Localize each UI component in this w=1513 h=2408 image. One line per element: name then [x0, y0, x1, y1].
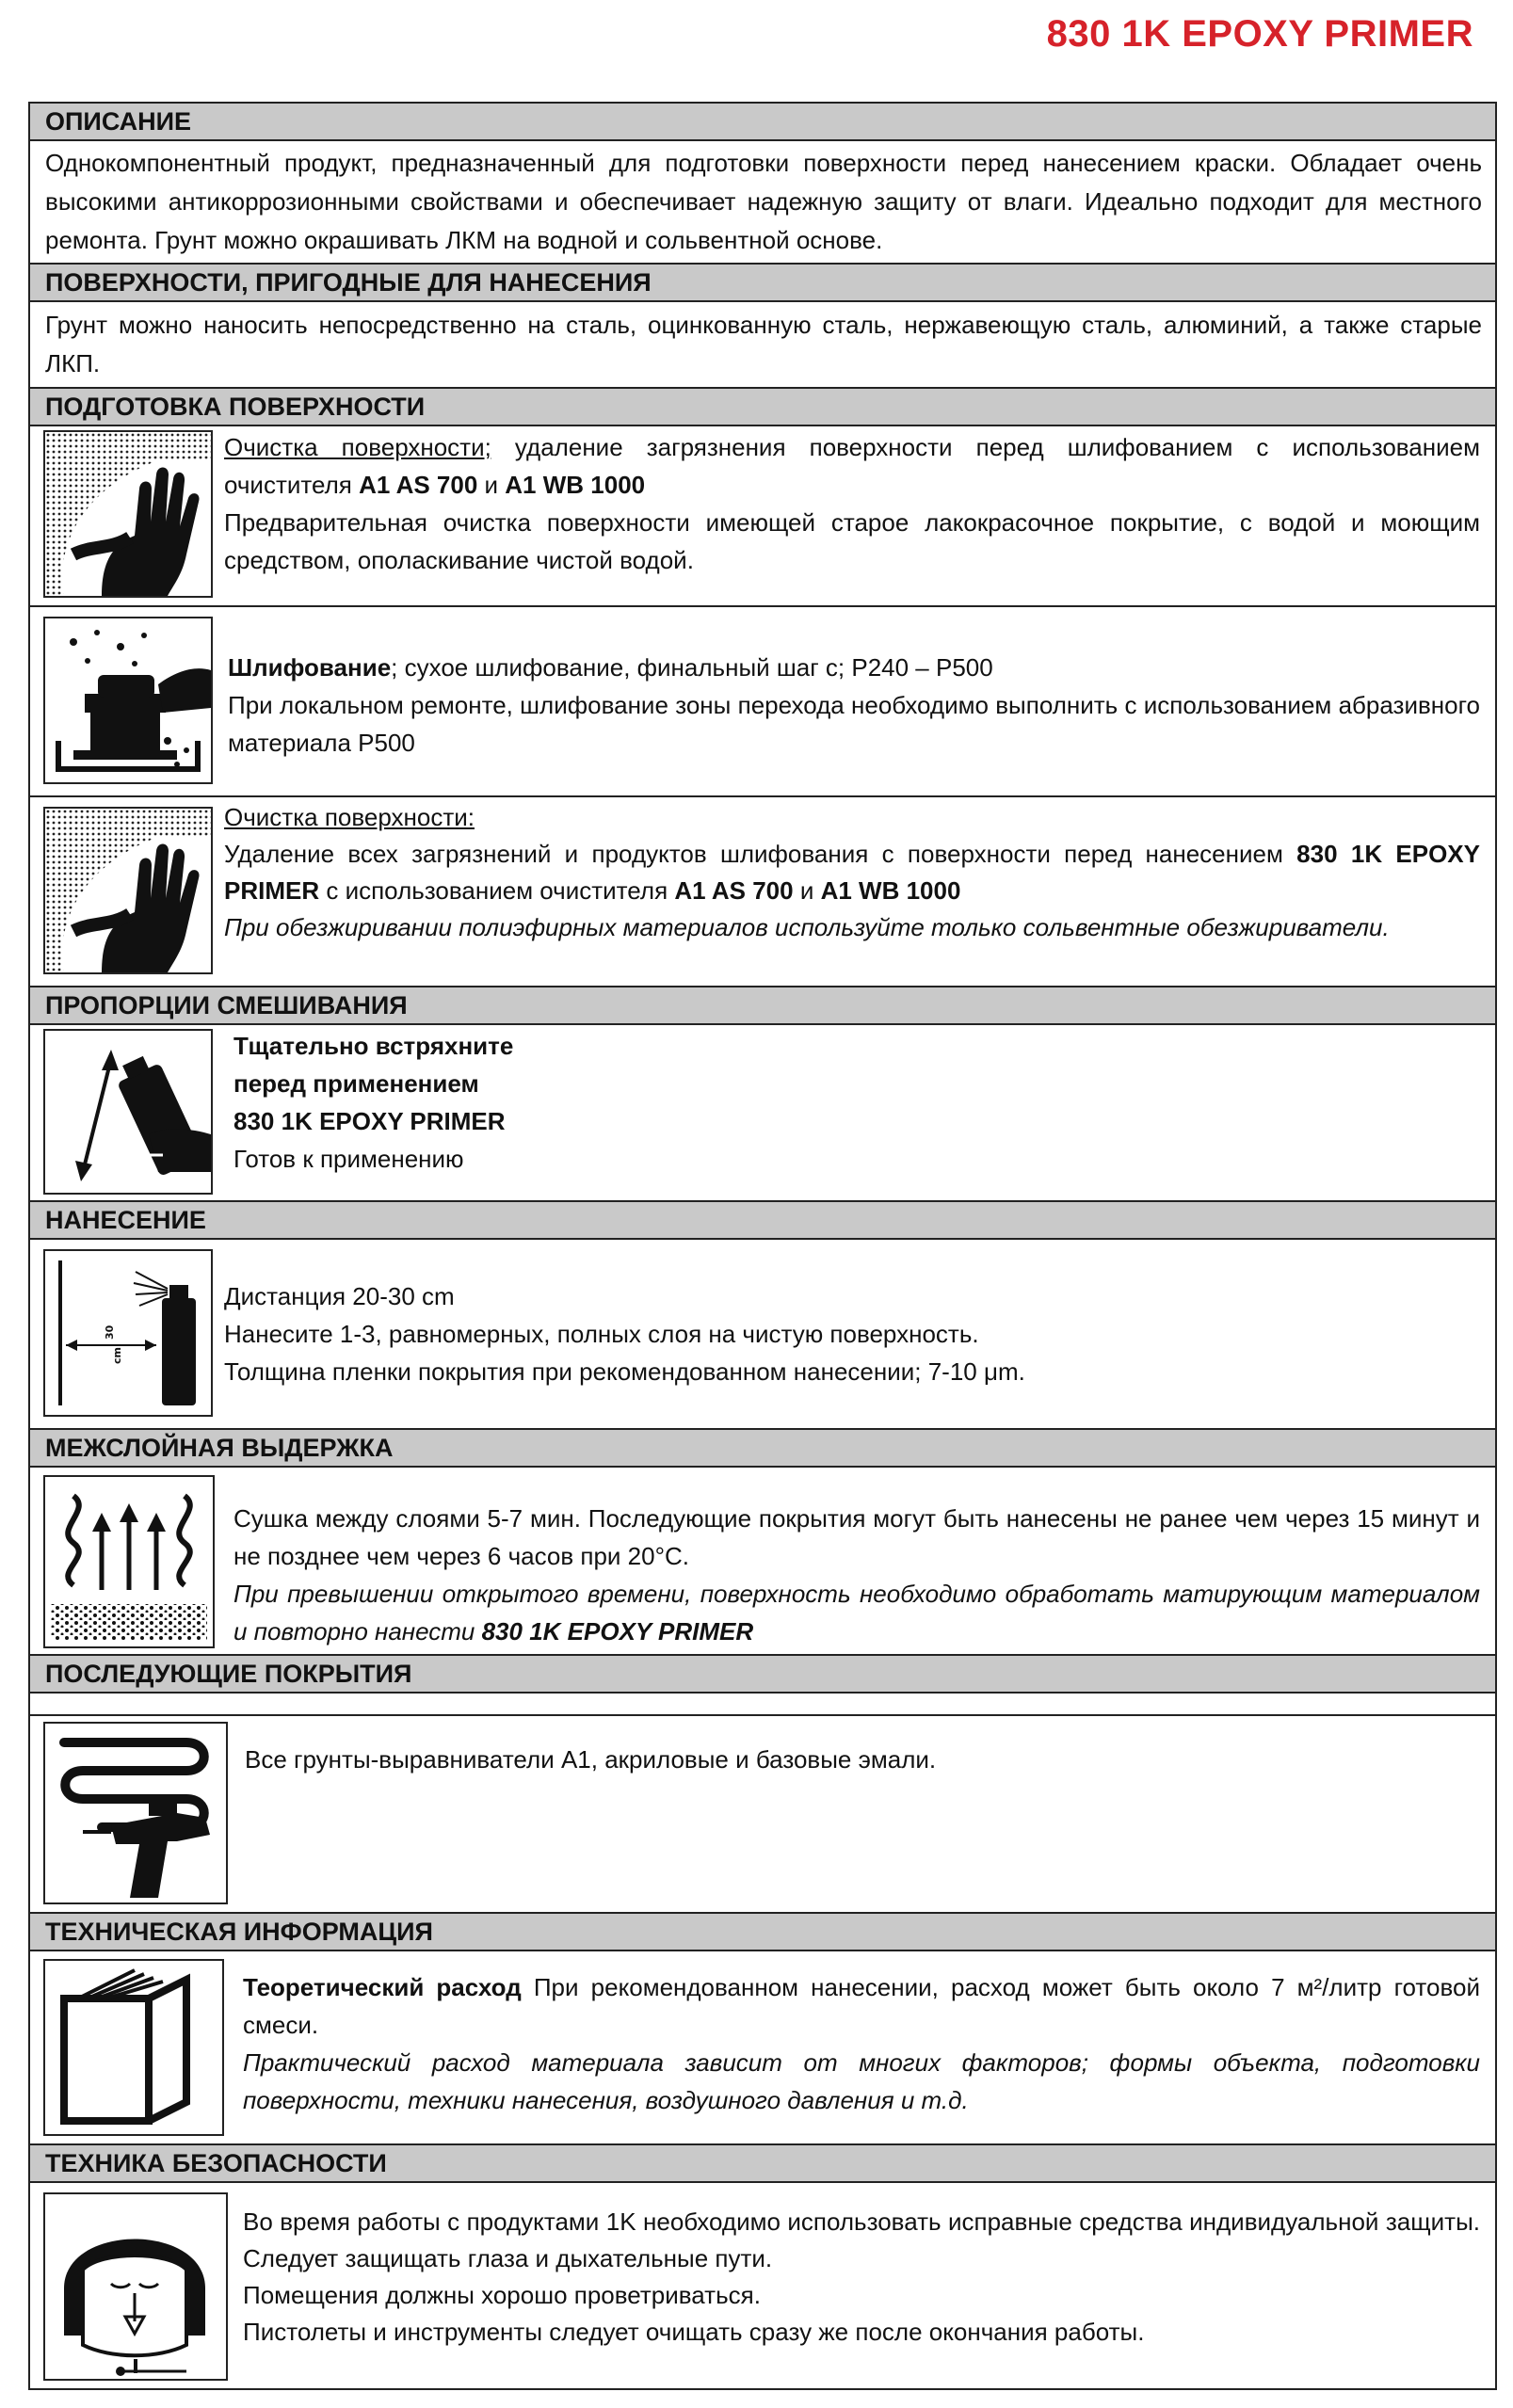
section-header-safety: ТЕХНИКА БЕЗОПАСНОСТИ — [30, 2145, 1495, 2183]
mixing-product: 830 1K EPOXY PRIMER — [233, 1107, 506, 1135]
product-name: A1 WB 1000 — [820, 876, 961, 905]
book-icon — [43, 1959, 224, 2136]
flash-product: 830 1K EPOXY PRIMER — [481, 1617, 754, 1645]
technical-line: При рекомендованном нанесении, расход может быть около 7 м²/литр готовой смеси. — [243, 1973, 1480, 2039]
spray-gun-icon — [43, 1722, 228, 1904]
cleaning2-label: Очистка поверхности: — [224, 803, 475, 831]
safety-text — [239, 2183, 1495, 2388]
safety-line: Пистолеты и инструменты следует очищать сразу же после окончания работы. — [243, 2318, 1145, 2346]
section-spacer — [30, 1694, 1495, 1716]
mixing-line: Тщательно встряхните — [233, 1032, 514, 1060]
flash-line: Сушка между слоями 5-7 мин. Последующие покрытия могут быть нанесены не ранее чем через 15 минут и не позднее чем через 6 часов при 20°C. — [233, 1504, 1480, 1570]
prep-cleaning-row — [30, 426, 1495, 607]
sanding-text-b: При локальном ремонте, шлифование зоны перехода необходимо выполнить с использованием абразивного материала P500 — [228, 691, 1480, 757]
safety-row — [30, 2183, 1495, 2388]
technical-label: Теоретический расход — [243, 1973, 522, 2001]
prep-sanding-row — [30, 607, 1495, 797]
section-header-preparation: ПОДГОТОВКА ПОВЕРХНОСТИ — [30, 389, 1495, 426]
flash-text — [226, 1468, 1495, 1654]
shake-can-icon — [43, 1029, 213, 1195]
section-header-application: НАНЕСЕНИЕ — [30, 1202, 1495, 1240]
document-title: 830 1K EPOXY PRIMER — [1046, 13, 1473, 55]
product-name: A1 AS 700 — [359, 471, 478, 499]
topcoats-row — [30, 1716, 1495, 1914]
prep-cleaning2-row — [30, 797, 1495, 987]
cleaning2-note: При обезжиривании полиэфирных материалов используйте только сольвентные обезжириватели. — [224, 913, 1390, 941]
prep-cleaning2-text — [224, 797, 1495, 986]
section-header-topcoats: ПОСЛЕДУЮЩИЕ ПОКРЫТИЯ — [30, 1656, 1495, 1694]
hand-cleaning-icon — [43, 807, 213, 974]
section-header-surfaces: ПОВЕРХНОСТИ, ПРИГОДНЫЕ ДЛЯ НАНЕСЕНИЯ — [30, 265, 1495, 302]
cleaning2-text-b: с использованием очистителя — [319, 876, 675, 905]
safety-line: Во время работы с продуктами 1K необходимо использовать исправные средства индивидуальной защиты. Следует защищать глаза и дыхательные пути. — [243, 2207, 1480, 2272]
datasheet — [28, 102, 1497, 2390]
hand-cleaning-icon — [43, 430, 213, 598]
surfaces-text: Грунт можно наносить непосредственно на сталь, оцинкованную сталь, нержавеющую сталь, алюминий, а также старые ЛКП. — [30, 302, 1495, 389]
product-name: 830 1K EPOXY PRIMER — [224, 840, 1480, 905]
application-row — [30, 1240, 1495, 1430]
safety-line: Помещения должны хорошо проветриваться. — [243, 2281, 761, 2309]
technical-note: Практический расход материала зависит от многих факторов; формы объекта, подготовки поверхности, техники нанесения, воздушного давления и т.д. — [243, 2048, 1480, 2114]
mixing-text — [224, 1025, 1495, 1200]
cleaning-text-b: Предварительная очистка поверхности имеющей старое лакокрасочное покрытие, с водой и моющим средством, ополаскивание чистой водой. — [224, 508, 1480, 574]
face-shield-icon — [43, 2192, 228, 2381]
topcoats-text: Все грунты-выравниватели A1, акриловые и базовые эмали. — [245, 1745, 937, 1774]
sanding-text-a: ; сухое шлифование, финальный шаг с; P240 – P500 — [391, 653, 993, 682]
section-header-flash: МЕЖСЛОЙНАЯ ВЫДЕРЖКА — [30, 1430, 1495, 1468]
application-text — [224, 1240, 1495, 1428]
cleaning2-text-a: Удаление всех загрязнений и продуктов шлифования с поверхности перед нанесением — [224, 840, 1297, 868]
flash-note: При превышении открытого времени, поверхность необходимо обработать матирующим материалом и повторно нанести — [233, 1580, 1480, 1645]
product-name: A1 WB 1000 — [505, 471, 646, 499]
distance-label: 30 — [104, 1324, 116, 1340]
application-line: Толщина пленки покрытия при рекомендованном нанесении; 7-10 μm. — [224, 1357, 1025, 1386]
section-header-mixing: ПРОПОРЦИИ СМЕШИВАНИЯ — [30, 987, 1495, 1025]
spray-distance-icon — [43, 1249, 213, 1417]
technical-row — [30, 1951, 1495, 2145]
prep-cleaning-text — [224, 426, 1495, 605]
sanding-label: Шлифование — [228, 653, 392, 682]
conjunction: и — [477, 471, 506, 499]
section-header-description: ОПИСАНИЕ — [30, 104, 1495, 141]
mixing-line: перед применением — [233, 1069, 479, 1098]
product-name: A1 AS 700 — [674, 876, 794, 905]
cleaning-label: Очистка поверхности; — [224, 433, 491, 461]
application-line: Нанесите 1-3, равномерных, полных слоя на чистую поверхность. — [224, 1320, 979, 1348]
cleaning-text-a: удаление загрязнения поверхности перед шлифованием с использованием очистителя — [224, 433, 1480, 499]
distance-unit: cm — [111, 1347, 123, 1364]
conjunction: и — [793, 876, 821, 905]
technical-text — [235, 1951, 1495, 2143]
application-line: Дистанция 20-30 cm — [224, 1282, 455, 1310]
mixing-row — [30, 1025, 1495, 1202]
flash-off-icon — [43, 1475, 215, 1648]
sander-icon — [43, 617, 213, 784]
prep-sanding-text — [224, 607, 1495, 795]
section-header-technical: ТЕХНИЧЕСКАЯ ИНФОРМАЦИЯ — [30, 1914, 1495, 1951]
mixing-line: Готов к применению — [233, 1145, 464, 1173]
flash-row — [30, 1468, 1495, 1656]
description-text: Однокомпонентный продукт, предназначенный для подготовки поверхности перед нанесением краски. Обладает очень высокими антикоррозионными свойствами и обеспечивает надежную защиту от влаги. Идеально подходит для местного ремонта. Грунт можно окрашивать ЛКМ на водной и сольвентной основе. — [30, 141, 1495, 265]
